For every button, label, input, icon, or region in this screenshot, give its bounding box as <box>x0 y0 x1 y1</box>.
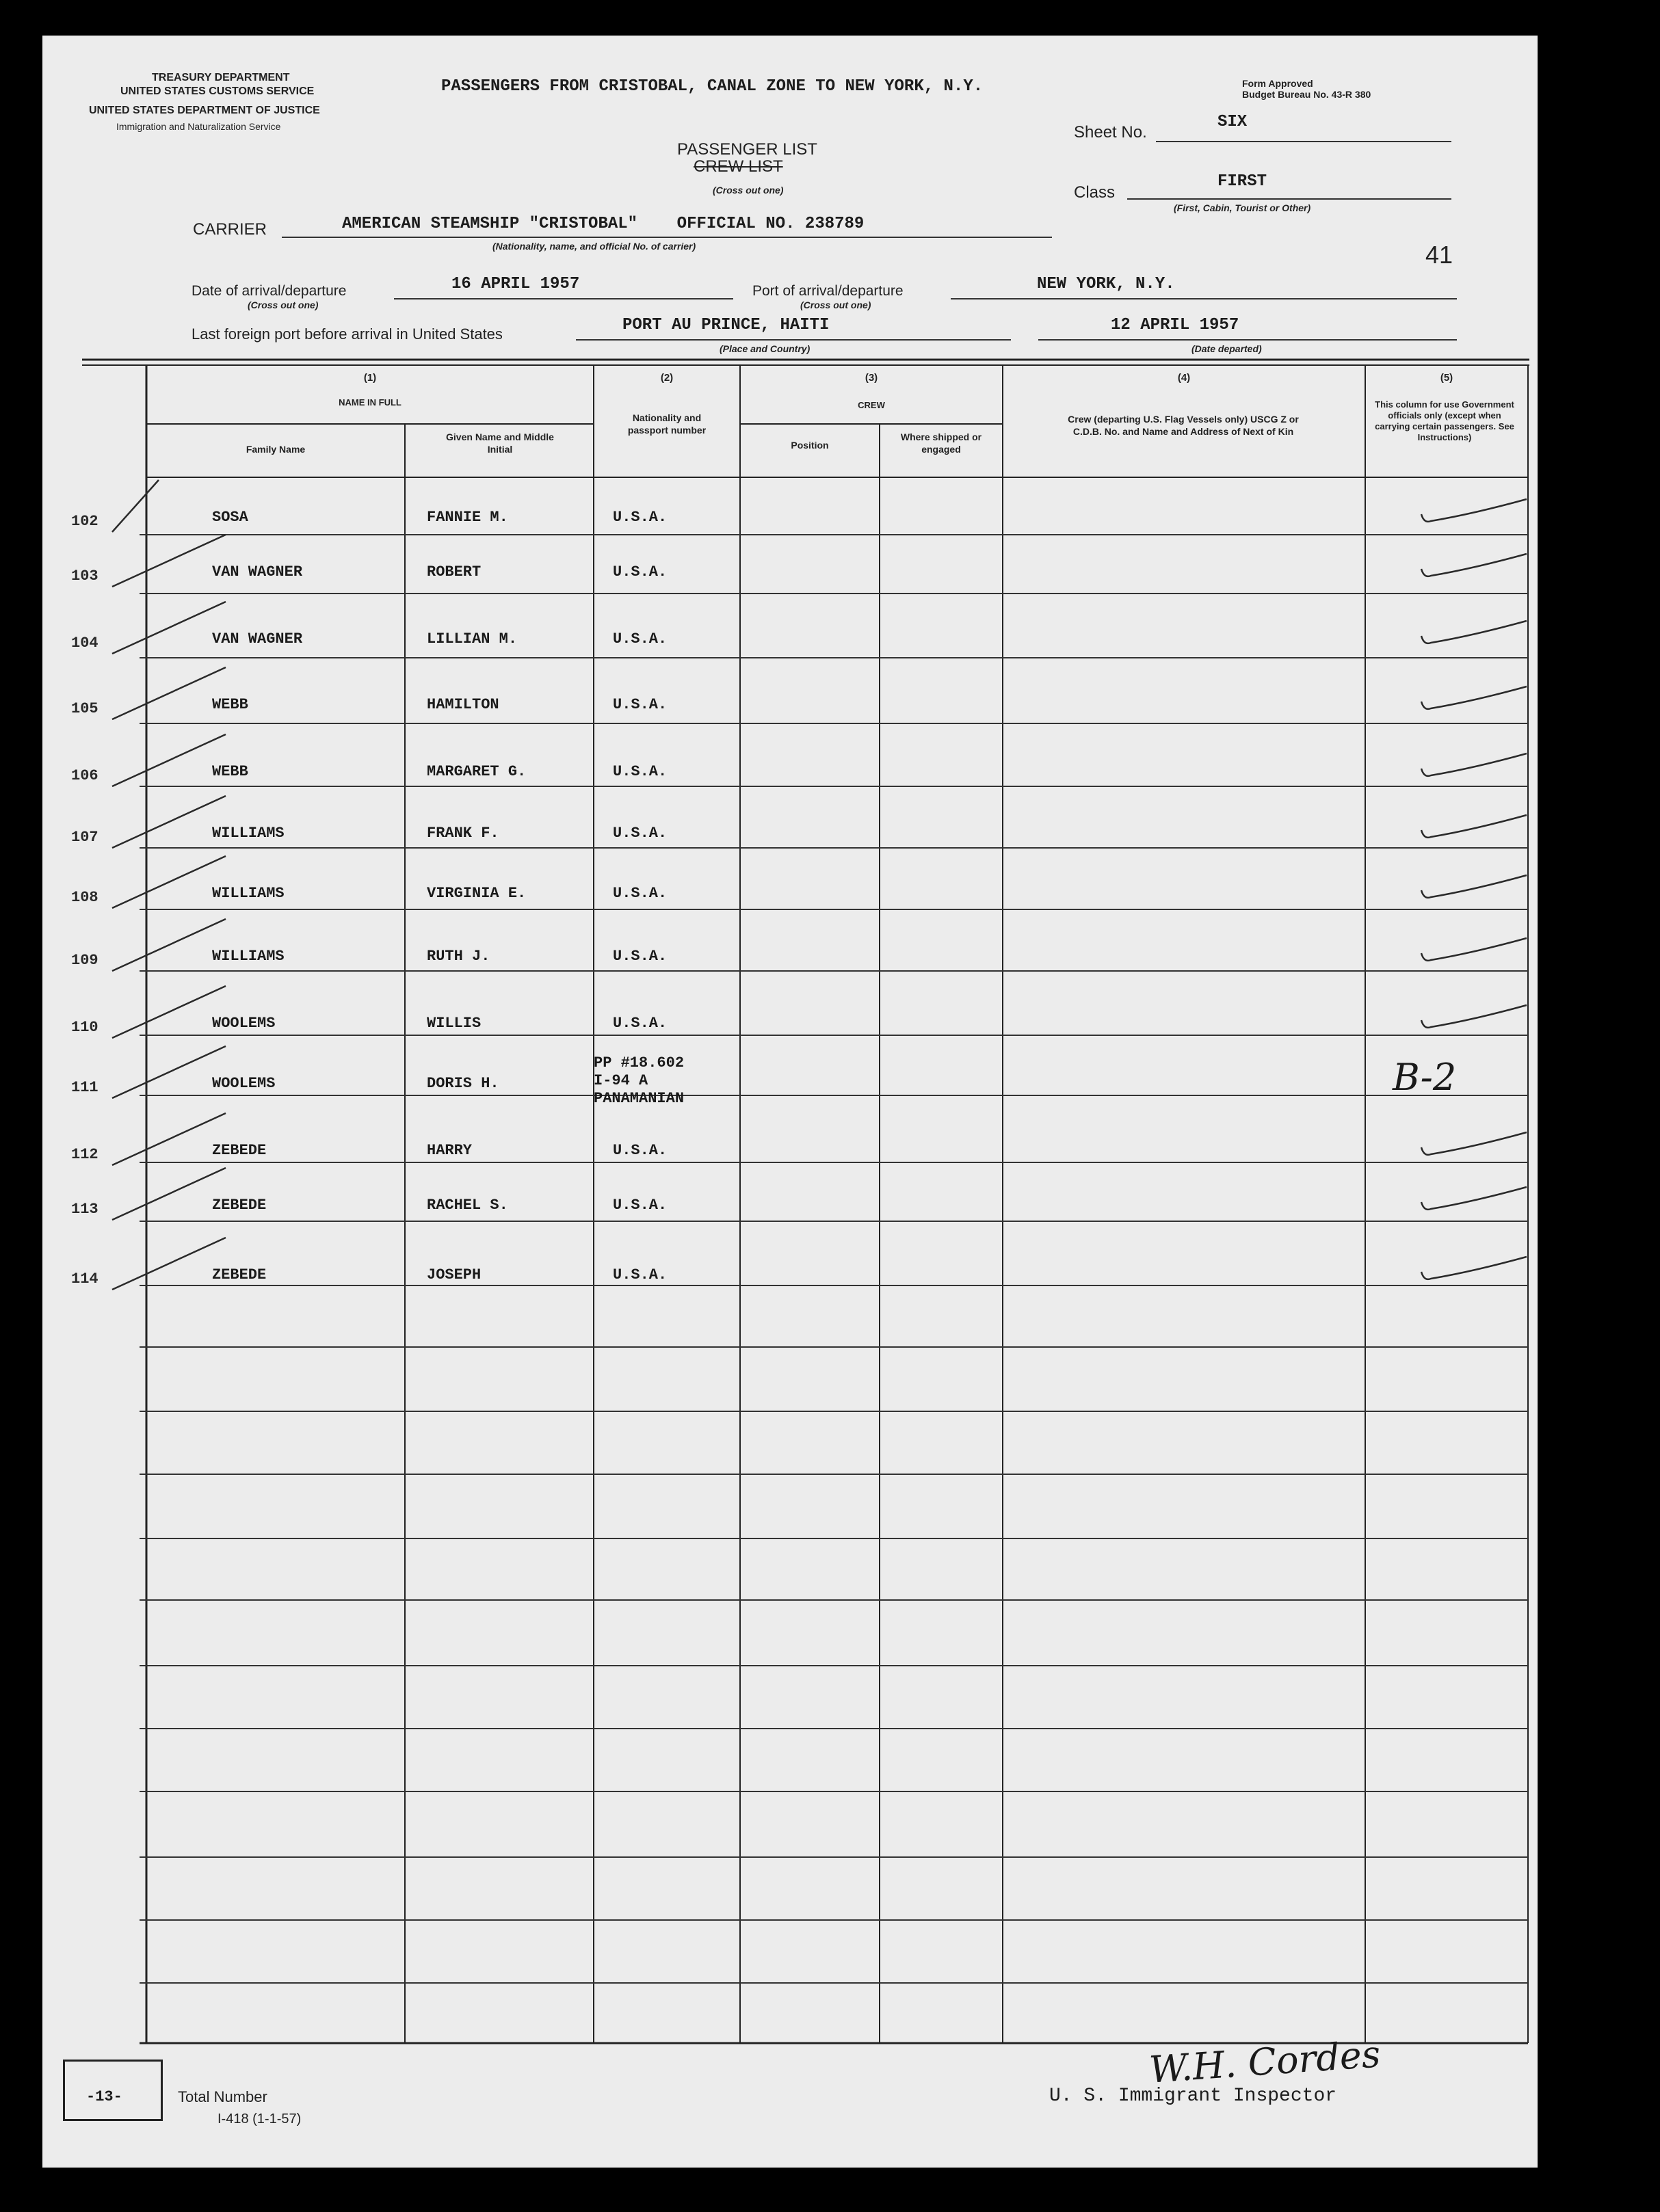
family-name: VAN WAGNER <box>212 630 303 648</box>
tally-stroke <box>112 796 226 848</box>
col1-given-header: Given Name and Middle Initial <box>446 431 554 455</box>
row-number: 112 <box>71 1146 98 1163</box>
nationality: U.S.A. <box>613 948 668 965</box>
nationality: U.S.A. <box>613 1142 668 1159</box>
col4-title: Crew (departing U.S. Flag Vessels only) USCG Z or C.D.B. No. and Name and Address of Next of Kin <box>1068 414 1299 437</box>
col2-number: (2) <box>660 372 674 384</box>
crew-list-crossed: CREW LIST <box>694 157 783 176</box>
tally-stroke <box>112 602 226 654</box>
check-mark-icon <box>1421 554 1527 576</box>
row-number: 107 <box>71 829 98 846</box>
given-name: RACHEL S. <box>427 1197 508 1214</box>
check-mark-icon <box>1421 1187 1527 1210</box>
carrier-hint: (Nationality, name, and official No. of carrier) <box>492 241 696 252</box>
col1-family-header: Family Name <box>246 444 306 455</box>
row-number: 108 <box>71 889 98 906</box>
tally-stroke <box>112 667 226 719</box>
last-port-hint: (Place and Country) <box>720 343 811 354</box>
given-name: VIRGINIA E. <box>427 885 527 902</box>
departed-hint: (Date departed) <box>1191 343 1262 354</box>
port-hint: (Cross out one) <box>800 299 871 310</box>
nationality: U.S.A. <box>613 885 668 902</box>
family-name: WEBB <box>212 763 248 780</box>
col1-title: NAME IN FULL <box>339 397 401 408</box>
total-number-value: -13- <box>86 2088 122 2105</box>
family-name: WOOLEMS <box>212 1015 276 1032</box>
nationality: U.S.A. <box>613 509 668 526</box>
tally-stroke <box>112 1168 226 1220</box>
inspector-title: U. S. Immigrant Inspector <box>1049 2086 1337 2107</box>
sheet-value: SIX <box>1217 113 1248 131</box>
check-mark-icon <box>1421 815 1527 838</box>
check-mark-icon <box>1421 754 1527 776</box>
check-mark-icon <box>1421 687 1527 709</box>
check-mark-icon <box>1421 1257 1527 1279</box>
form-number: I-418 (1-1-57) <box>218 2111 302 2127</box>
col3-position-header: Position <box>791 440 829 451</box>
row-number: 111 <box>71 1079 98 1096</box>
given-name: DORIS H. <box>427 1075 499 1092</box>
family-name: WILLIAMS <box>212 825 285 842</box>
agency-ins: Immigration and Naturalization Service <box>116 121 281 132</box>
form-approved: Form Approved <box>1242 78 1313 89</box>
col3-number: (3) <box>865 372 878 384</box>
nationality: U.S.A. <box>613 696 668 713</box>
family-name: WILLIAMS <box>212 948 285 965</box>
class-value: FIRST <box>1217 172 1267 191</box>
given-name: RUTH J. <box>427 948 490 965</box>
check-mark-icon <box>1421 499 1527 522</box>
check-mark-icon <box>1421 875 1527 898</box>
agency-justice: UNITED STATES DEPARTMENT OF JUSTICE <box>89 105 320 116</box>
given-name: FANNIE M. <box>427 509 508 526</box>
row-number: 110 <box>71 1019 98 1036</box>
row-number: 113 <box>71 1201 98 1218</box>
arrival-date: 16 APRIL 1957 <box>451 275 580 293</box>
passenger-list-title: PASSENGER LIST <box>677 140 817 159</box>
page-number: 41 <box>1425 241 1453 269</box>
check-mark-icon <box>1421 621 1527 643</box>
class-hint: (First, Cabin, Tourist or Other) <box>1174 202 1311 213</box>
nationality: PP #18.602 I-94 A PANAMANIAN <box>594 1054 685 1107</box>
check-mark-icon <box>1421 938 1527 961</box>
check-mark-icon <box>1421 1005 1527 1028</box>
row-number: 104 <box>71 635 98 652</box>
tally-stroke <box>112 986 226 1038</box>
family-name: WOOLEMS <box>212 1075 276 1092</box>
carrier-label: CARRIER <box>193 220 267 239</box>
col3-where-header: Where shipped or engaged <box>900 431 982 455</box>
col4-number: (4) <box>1177 372 1191 384</box>
given-name: MARGARET G. <box>427 763 527 780</box>
nationality: U.S.A. <box>613 825 668 842</box>
last-port-value: PORT AU PRINCE, HAITI <box>622 316 830 334</box>
cross-out-hint: (Cross out one) <box>713 185 784 196</box>
family-name: ZEBEDE <box>212 1142 267 1159</box>
carrier-value: AMERICAN STEAMSHIP "CRISTOBAL" OFFICIAL NO. 238789 <box>342 215 865 233</box>
col5-title: This column for use Government officials only (except when carrying certain passengers. See Instructions) <box>1375 399 1514 442</box>
tally-stroke <box>112 1113 226 1165</box>
row-number: 114 <box>71 1270 98 1288</box>
row-number: 105 <box>71 700 98 717</box>
departed-date: 12 APRIL 1957 <box>1111 316 1239 334</box>
col5-number: (5) <box>1440 372 1453 384</box>
col3-title: CREW <box>858 400 885 410</box>
route-title: PASSENGERS FROM CRISTOBAL, CANAL ZONE TO NEW YORK, N.Y. <box>441 77 984 96</box>
official-mark: B-2 <box>1393 1056 1457 1099</box>
row-number: 109 <box>71 952 98 969</box>
tally-stroke <box>112 919 226 971</box>
total-number-label: Total Number <box>178 2088 267 2105</box>
tally-stroke <box>112 734 226 786</box>
col1-number: (1) <box>363 372 377 384</box>
nationality: U.S.A. <box>613 763 668 780</box>
nationality: U.S.A. <box>613 563 668 581</box>
family-name: WEBB <box>212 696 248 713</box>
given-name: HAMILTON <box>427 696 499 713</box>
family-name: ZEBEDE <box>212 1197 267 1214</box>
col2-title: Nationality and passport number <box>627 412 707 436</box>
class-label: Class <box>1074 183 1116 202</box>
given-name: HARRY <box>427 1142 473 1159</box>
row-number: 102 <box>71 513 98 530</box>
given-name: JOSEPH <box>427 1266 482 1283</box>
tally-stroke <box>112 856 226 908</box>
nationality: U.S.A. <box>613 630 668 648</box>
tally-stroke <box>112 1046 226 1098</box>
last-port-label: Last foreign port before arrival in United States <box>192 325 503 343</box>
family-name: SOSA <box>212 509 248 526</box>
arrival-port: NEW YORK, N.Y. <box>1037 275 1175 293</box>
agency-customs: UNITED STATES CUSTOMS SERVICE <box>120 85 315 97</box>
given-name: ROBERT <box>427 563 482 581</box>
given-name: WILLIS <box>427 1015 482 1032</box>
family-name: WILLIAMS <box>212 885 285 902</box>
nationality: U.S.A. <box>613 1015 668 1032</box>
row-number: 103 <box>71 568 98 585</box>
tally-stroke <box>112 535 226 587</box>
date-label: Date of arrival/departure <box>192 283 347 299</box>
port-label: Port of arrival/departure <box>752 283 904 299</box>
tally-stroke <box>112 1238 226 1290</box>
given-name: LILLIAN M. <box>427 630 518 648</box>
date-hint: (Cross out one) <box>248 299 319 310</box>
tally-stroke <box>112 480 159 532</box>
family-name: ZEBEDE <box>212 1266 267 1283</box>
agency-treasury: TREASURY DEPARTMENT <box>152 72 290 83</box>
nationality: U.S.A. <box>613 1197 668 1214</box>
inspector-signature: W.H. Cordes <box>1148 2032 1382 2092</box>
family-name: VAN WAGNER <box>212 563 303 581</box>
given-name: FRANK F. <box>427 825 499 842</box>
nationality: U.S.A. <box>613 1266 668 1283</box>
row-number: 106 <box>71 767 98 784</box>
check-mark-icon <box>1421 1132 1527 1155</box>
budget-bureau: Budget Bureau No. 43-R 380 <box>1242 89 1371 100</box>
sheet-label: Sheet No. <box>1074 123 1147 142</box>
